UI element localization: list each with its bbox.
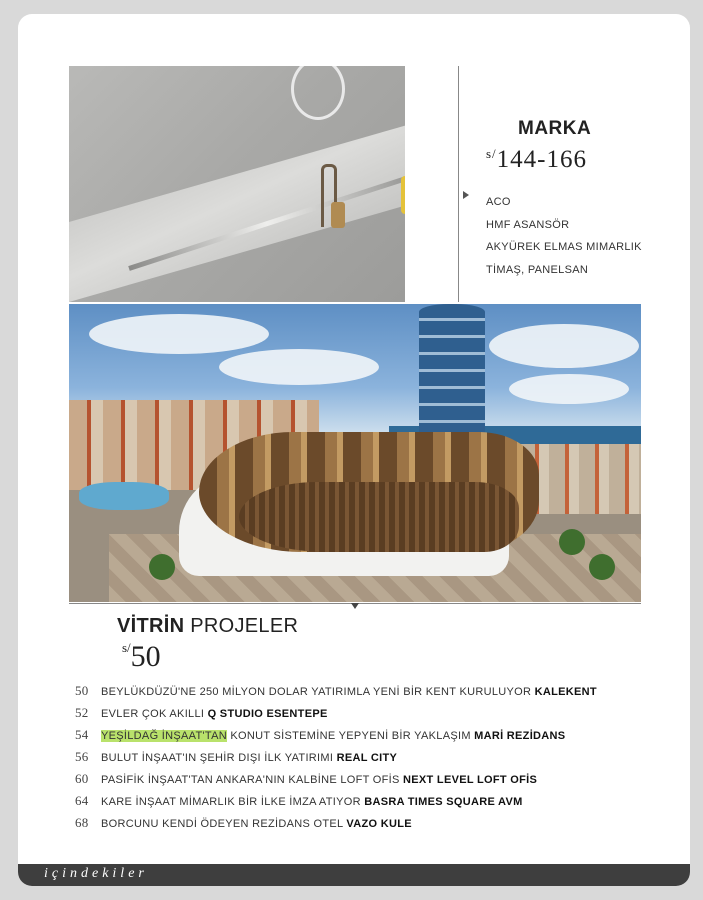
marka-title: MARKA bbox=[518, 118, 592, 139]
toc-text: BORCUNU KENDİ ÖDEYEN REZİDANS OTEL bbox=[101, 818, 347, 830]
footer-bar bbox=[18, 864, 690, 886]
pool bbox=[79, 482, 169, 510]
brand-item[interactable]: HMF ASANSÖR bbox=[486, 218, 570, 231]
marka-pages: 144-166 bbox=[496, 146, 587, 173]
toc-item[interactable] bbox=[75, 702, 597, 724]
table-of-contents bbox=[75, 680, 597, 834]
shell-lattice bbox=[239, 482, 519, 552]
page-prefix: s/ bbox=[486, 146, 497, 161]
vitrin-title-bold: VİTRİN bbox=[117, 615, 185, 637]
toc-project: REAL CITY bbox=[336, 752, 398, 764]
toc-text: BEYLÜKDÜZÜ'NE 250 MİLYON DOLAR YATIRIMLA YENİ BİR KENT KURULUYOR bbox=[101, 686, 535, 698]
arrow-right-icon bbox=[463, 191, 469, 199]
toc-text: PASİFİK İNŞAAT'TAN ANKARA'NIN KALBİNE LOFT OFİS bbox=[101, 774, 404, 786]
toc-project: KALEKENT bbox=[534, 686, 597, 698]
toc-project: MARİ REZİDANS bbox=[474, 730, 566, 742]
toc-project: NEXT LEVEL LOFT OFİS bbox=[403, 774, 538, 786]
toc-item[interactable] bbox=[75, 680, 597, 702]
toc-page-number: 52 bbox=[75, 705, 89, 720]
toc-text: EVLER ÇOK AKILLI bbox=[101, 708, 208, 720]
toc-item[interactable] bbox=[75, 724, 597, 746]
vitrin-heading bbox=[117, 615, 298, 638]
toc-page-number: 54 bbox=[75, 727, 89, 742]
cloud bbox=[89, 314, 269, 354]
building-render-photo bbox=[69, 304, 641, 602]
vitrin-title-rest: PROJELER bbox=[190, 615, 299, 637]
toc-item[interactable] bbox=[75, 768, 597, 790]
palm-tree bbox=[559, 529, 585, 555]
toc-item[interactable] bbox=[75, 746, 597, 768]
arrow-down-icon bbox=[351, 603, 359, 609]
page-prefix: s/ bbox=[122, 640, 131, 655]
toc-page-number: 56 bbox=[75, 749, 89, 764]
toc-project: VAZO KULE bbox=[346, 818, 412, 830]
towel-ring bbox=[291, 66, 345, 120]
brand-item[interactable]: TİMAŞ, PANELSAN bbox=[486, 263, 589, 276]
shelf-shape bbox=[69, 126, 405, 302]
divider-vertical bbox=[458, 66, 459, 302]
bathroom-photo bbox=[69, 66, 405, 302]
magazine-page bbox=[18, 14, 690, 886]
palm-tree bbox=[589, 554, 615, 580]
cloud bbox=[489, 324, 639, 368]
toc-page-number: 50 bbox=[75, 683, 89, 698]
toc-item[interactable] bbox=[75, 812, 597, 834]
footer-label: içindekiler bbox=[44, 866, 148, 881]
marka-page-ref bbox=[486, 146, 587, 174]
bottle bbox=[401, 176, 405, 214]
toc-page-number: 68 bbox=[75, 815, 89, 830]
toc-highlight: YEŞİLDAĞ İNŞAAT'TAN bbox=[101, 730, 227, 742]
toc-text: KARE İNŞAAT MİMARLIK BİR İLKE İMZA ATIYOR bbox=[101, 796, 365, 808]
brand-item[interactable]: ACO bbox=[486, 196, 511, 208]
toc-text: BULUT İNŞAAT'IN ŞEHİR DIŞI İLK YATIRIMI bbox=[101, 752, 337, 764]
cloud bbox=[509, 374, 629, 404]
palm-tree bbox=[149, 554, 175, 580]
vitrin-page-ref bbox=[122, 640, 161, 674]
toc-page-number: 60 bbox=[75, 771, 89, 786]
toc-project: Q STUDIO ESENTEPE bbox=[207, 708, 328, 720]
marka-brand-list bbox=[486, 191, 642, 281]
toc-project: BASRA TIMES SQUARE AVM bbox=[364, 796, 523, 808]
toc-text: KONUT SİSTEMİNE YEPYENİ BİR YAKLAŞIM bbox=[226, 730, 475, 742]
brush bbox=[331, 202, 345, 228]
vitrin-page: 50 bbox=[130, 640, 161, 673]
toc-item[interactable] bbox=[75, 790, 597, 812]
toc-page-number: 64 bbox=[75, 793, 89, 808]
brand-item[interactable]: AKYÜREK ELMAS MIMARLIK bbox=[486, 241, 642, 253]
cloud bbox=[219, 349, 379, 385]
